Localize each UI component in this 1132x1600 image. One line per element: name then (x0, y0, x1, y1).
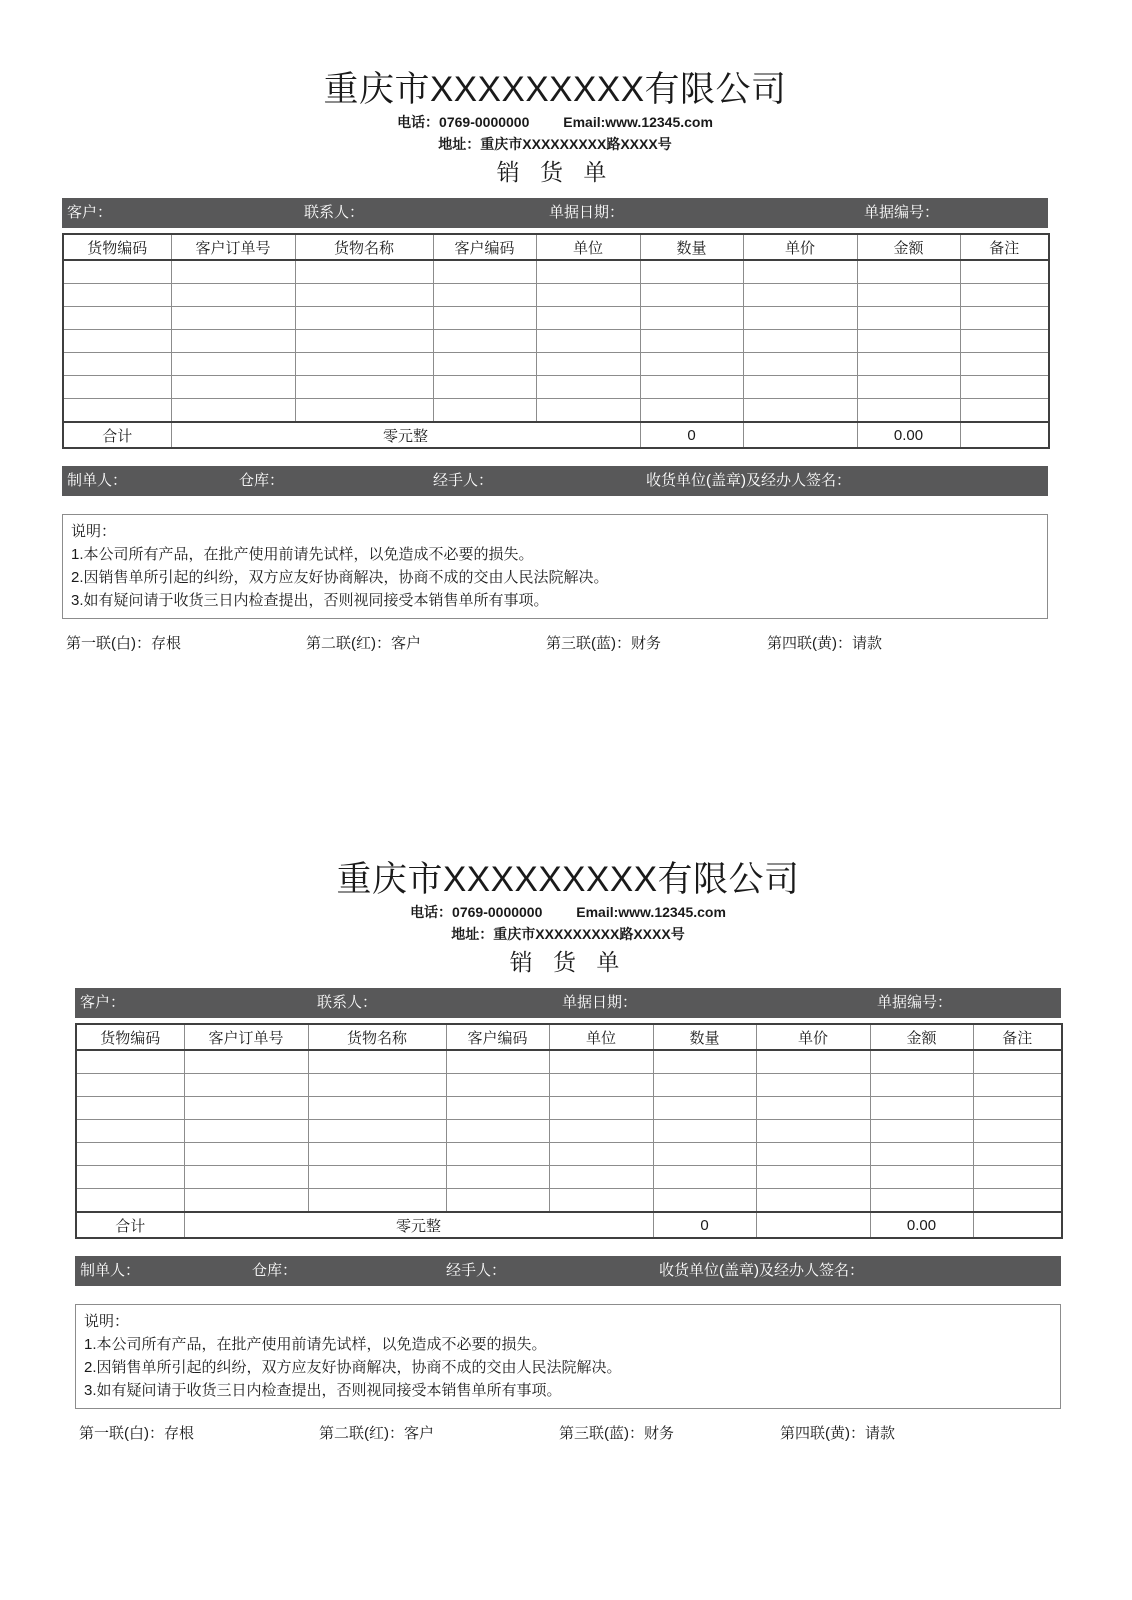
col-header-remark: 备注 (973, 1024, 1062, 1050)
contact-line (62, 113, 1048, 131)
table-empty-cell (640, 330, 743, 353)
table-empty-cell (308, 1050, 446, 1074)
table-empty-cell (653, 1166, 756, 1189)
table-empty-cell (295, 376, 433, 399)
table-empty-cell (973, 1166, 1062, 1189)
handler-label: 经手人： (446, 1262, 507, 1279)
notes-line-2: 2.因销售单所引起的纠纷，双方应友好协商解决，协商不成的交由人民法院解决。 (84, 1359, 622, 1376)
table-empty-cell (653, 1143, 756, 1166)
table-empty-cell (536, 284, 640, 307)
table-empty-cell (63, 307, 171, 330)
goods-table (62, 233, 1050, 449)
table-empty-cell (76, 1189, 184, 1213)
table-header-row (63, 234, 1049, 260)
copy-red-customer: 第二联(红)：客户 (306, 635, 421, 652)
table-empty-cell (536, 330, 640, 353)
table-empty-cell (433, 307, 536, 330)
goods-table (75, 1023, 1063, 1239)
table-empty-cell (653, 1120, 756, 1143)
notes-title: 说明： (84, 1313, 130, 1330)
table-empty-cell (63, 330, 171, 353)
copy-white-stub: 第一联(白)：存根 (79, 1425, 194, 1442)
sales-order-form-copy-2 (75, 860, 1061, 1444)
table-empty-cell (549, 1074, 653, 1097)
company-email: Email:www.12345.com (576, 904, 726, 920)
table-empty-cell (743, 353, 857, 376)
table-empty-cell (184, 1097, 308, 1120)
table-empty-cell (857, 330, 960, 353)
signature-bar (62, 466, 1048, 496)
company-address: 地址：重庆市XXXXXXXXX路XXXX号 (451, 926, 685, 942)
copies-legend (75, 1424, 1061, 1444)
table-empty-cell (960, 307, 1049, 330)
table-empty-cell (960, 260, 1049, 284)
total-in-words-cell: 零元整 (184, 1212, 653, 1238)
table-empty-cell (653, 1074, 756, 1097)
col-header-goods-code: 货物编码 (76, 1024, 184, 1050)
table-empty-row (76, 1143, 1062, 1166)
table-empty-row (76, 1189, 1062, 1213)
table-empty-row (63, 307, 1049, 330)
col-header-customer-code: 客户编码 (433, 234, 536, 260)
table-empty-cell (76, 1120, 184, 1143)
table-empty-cell (295, 307, 433, 330)
customer-label: 客户： (80, 994, 126, 1011)
receiver-signature-label: 收货单位(盖章)及经办人签名： (659, 1262, 864, 1279)
company-phone: 电话：0769-0000000 (397, 114, 530, 130)
table-empty-cell (973, 1189, 1062, 1213)
table-empty-cell (536, 307, 640, 330)
company-address: 地址：重庆市XXXXXXXXX路XXXX号 (438, 136, 672, 152)
table-empty-cell (446, 1074, 549, 1097)
table-empty-cell (870, 1143, 973, 1166)
table-empty-cell (549, 1189, 653, 1213)
table-empty-cell (63, 399, 171, 423)
copy-red-customer: 第二联(红)：客户 (319, 1425, 434, 1442)
order-date-label: 单据日期： (562, 994, 638, 1011)
table-empty-cell (536, 353, 640, 376)
col-header-customer-code: 客户编码 (446, 1024, 549, 1050)
table-empty-cell (171, 260, 295, 284)
order-date-label: 单据日期： (549, 204, 625, 221)
table-empty-cell (446, 1189, 549, 1213)
document-title: 销 货 单 (509, 949, 627, 975)
table-empty-cell (76, 1074, 184, 1097)
table-empty-cell (857, 399, 960, 423)
table-empty-cell (743, 260, 857, 284)
notes-box (62, 514, 1048, 619)
notes-box (75, 1304, 1061, 1409)
table-empty-cell (446, 1050, 549, 1074)
notes-title: 说明： (71, 523, 117, 540)
table-empty-cell (743, 307, 857, 330)
table-empty-cell (63, 353, 171, 376)
total-quantity-cell: 0 (640, 422, 743, 448)
copy-blue-finance: 第三联(蓝)：财务 (546, 635, 661, 652)
table-empty-cell (857, 284, 960, 307)
col-header-customer-order-no: 客户订单号 (184, 1024, 308, 1050)
table-empty-cell (756, 1189, 870, 1213)
total-unit-price-cell (743, 422, 857, 448)
order-maker-label: 制单人： (67, 472, 128, 489)
table-empty-cell (63, 284, 171, 307)
contact-line (75, 903, 1061, 921)
table-empty-cell (756, 1120, 870, 1143)
total-remark-cell (973, 1212, 1062, 1238)
table-empty-row (63, 260, 1049, 284)
order-number-label: 单据编号： (864, 204, 940, 221)
table-empty-cell (870, 1074, 973, 1097)
company-phone: 电话：0769-0000000 (410, 904, 543, 920)
table-empty-cell (63, 376, 171, 399)
table-empty-row (76, 1166, 1062, 1189)
table-empty-cell (295, 353, 433, 376)
col-header-quantity: 数量 (640, 234, 743, 260)
table-empty-cell (184, 1074, 308, 1097)
order-number-label: 单据编号： (877, 994, 953, 1011)
table-empty-row (63, 353, 1049, 376)
table-empty-cell (743, 376, 857, 399)
table-empty-cell (184, 1143, 308, 1166)
signature-bar (75, 1256, 1061, 1286)
table-empty-cell (295, 399, 433, 423)
table-empty-cell (857, 307, 960, 330)
order-info-bar (75, 988, 1061, 1018)
table-empty-cell (536, 376, 640, 399)
total-label-cell: 合计 (76, 1212, 184, 1238)
table-empty-cell (640, 353, 743, 376)
table-empty-cell (973, 1097, 1062, 1120)
table-empty-cell (171, 307, 295, 330)
table-empty-cell (446, 1097, 549, 1120)
table-empty-cell (960, 284, 1049, 307)
table-empty-cell (536, 399, 640, 423)
total-label-cell: 合计 (63, 422, 171, 448)
table-empty-cell (184, 1166, 308, 1189)
table-empty-cell (171, 330, 295, 353)
table-empty-cell (640, 376, 743, 399)
table-empty-cell (756, 1143, 870, 1166)
table-empty-row (76, 1050, 1062, 1074)
table-empty-row (76, 1120, 1062, 1143)
copy-yellow-billing: 第四联(黄)：请款 (767, 635, 882, 652)
table-empty-cell (756, 1097, 870, 1120)
table-empty-cell (960, 330, 1049, 353)
copy-blue-finance: 第三联(蓝)：财务 (559, 1425, 674, 1442)
sales-order-form-copy-1 (62, 70, 1048, 654)
table-empty-cell (973, 1143, 1062, 1166)
table-empty-cell (308, 1120, 446, 1143)
table-empty-cell (433, 353, 536, 376)
col-header-goods-name: 货物名称 (295, 234, 433, 260)
total-unit-price-cell (756, 1212, 870, 1238)
table-empty-cell (857, 260, 960, 284)
total-amount-cell: 0.00 (857, 422, 960, 448)
table-empty-cell (308, 1166, 446, 1189)
table-empty-cell (756, 1166, 870, 1189)
table-empty-cell (973, 1050, 1062, 1074)
table-empty-cell (549, 1143, 653, 1166)
table-empty-cell (308, 1074, 446, 1097)
table-empty-cell (870, 1097, 973, 1120)
copy-white-stub: 第一联(白)：存根 (66, 635, 181, 652)
warehouse-label: 仓库： (252, 1262, 298, 1279)
table-empty-row (63, 399, 1049, 423)
table-empty-cell (870, 1189, 973, 1213)
col-header-remark: 备注 (960, 234, 1049, 260)
table-empty-cell (184, 1120, 308, 1143)
table-empty-cell (308, 1189, 446, 1213)
col-header-goods-code: 货物编码 (63, 234, 171, 260)
table-empty-row (76, 1097, 1062, 1120)
table-empty-cell (653, 1050, 756, 1074)
table-empty-cell (960, 399, 1049, 423)
notes-line-1: 1.本公司所有产品，在批产使用前请先试样，以免造成不必要的损失。 (71, 546, 534, 563)
table-empty-cell (171, 399, 295, 423)
company-name: 重庆市XXXXXXXXX有限公司 (323, 70, 787, 109)
table-empty-cell (549, 1166, 653, 1189)
table-empty-cell (76, 1050, 184, 1074)
document-title: 销 货 单 (496, 159, 614, 185)
table-empty-cell (857, 353, 960, 376)
table-empty-cell (973, 1120, 1062, 1143)
table-empty-cell (536, 260, 640, 284)
table-empty-cell (870, 1120, 973, 1143)
table-empty-cell (433, 260, 536, 284)
table-header-row (76, 1024, 1062, 1050)
table-empty-cell (308, 1143, 446, 1166)
table-empty-cell (960, 376, 1049, 399)
table-empty-cell (171, 376, 295, 399)
notes-line-1: 1.本公司所有产品，在批产使用前请先试样，以免造成不必要的损失。 (84, 1336, 547, 1353)
contact-person-label: 联系人： (304, 204, 365, 221)
table-empty-cell (549, 1050, 653, 1074)
table-empty-cell (184, 1050, 308, 1074)
table-empty-cell (640, 284, 743, 307)
table-empty-cell (870, 1050, 973, 1074)
col-header-unit: 单位 (536, 234, 640, 260)
table-empty-cell (308, 1097, 446, 1120)
table-empty-cell (549, 1120, 653, 1143)
table-empty-cell (63, 260, 171, 284)
notes-line-2: 2.因销售单所引起的纠纷，双方应友好协商解决，协商不成的交由人民法院解决。 (71, 569, 609, 586)
copies-legend (62, 634, 1048, 654)
copy-yellow-billing: 第四联(黄)：请款 (780, 1425, 895, 1442)
table-empty-row (76, 1074, 1062, 1097)
table-empty-cell (960, 353, 1049, 376)
table-empty-cell (433, 399, 536, 423)
table-empty-cell (653, 1097, 756, 1120)
order-info-bar (62, 198, 1048, 228)
col-header-unit-price: 单价 (756, 1024, 870, 1050)
company-email: Email:www.12345.com (563, 114, 713, 130)
table-total-row (76, 1212, 1062, 1238)
col-header-unit: 单位 (549, 1024, 653, 1050)
table-empty-cell (743, 284, 857, 307)
col-header-amount: 金额 (870, 1024, 973, 1050)
handler-label: 经手人： (433, 472, 494, 489)
total-in-words-cell: 零元整 (171, 422, 640, 448)
total-amount-cell: 0.00 (870, 1212, 973, 1238)
contact-person-label: 联系人： (317, 994, 378, 1011)
table-empty-cell (76, 1143, 184, 1166)
table-empty-cell (756, 1074, 870, 1097)
table-empty-cell (640, 260, 743, 284)
table-empty-cell (640, 307, 743, 330)
total-quantity-cell: 0 (653, 1212, 756, 1238)
table-empty-row (63, 376, 1049, 399)
col-header-customer-order-no: 客户订单号 (171, 234, 295, 260)
total-remark-cell (960, 422, 1049, 448)
table-empty-cell (857, 376, 960, 399)
table-empty-cell (433, 284, 536, 307)
table-empty-cell (433, 376, 536, 399)
table-empty-cell (756, 1050, 870, 1074)
col-header-unit-price: 单价 (743, 234, 857, 260)
customer-label: 客户： (67, 204, 113, 221)
table-empty-cell (446, 1120, 549, 1143)
notes-line-3: 3.如有疑问请于收货三日内检查提出，否则视同接受本销售单所有事项。 (71, 592, 549, 609)
table-empty-cell (433, 330, 536, 353)
warehouse-label: 仓库： (239, 472, 285, 489)
table-empty-cell (295, 284, 433, 307)
receiver-signature-label: 收货单位(盖章)及经办人签名： (646, 472, 851, 489)
table-empty-cell (76, 1097, 184, 1120)
table-empty-cell (640, 399, 743, 423)
table-empty-cell (184, 1189, 308, 1213)
table-total-row (63, 422, 1049, 448)
table-empty-cell (743, 330, 857, 353)
col-header-amount: 金额 (857, 234, 960, 260)
table-empty-cell (743, 399, 857, 423)
table-empty-cell (171, 353, 295, 376)
table-empty-cell (549, 1097, 653, 1120)
table-empty-cell (76, 1166, 184, 1189)
table-empty-cell (295, 330, 433, 353)
table-empty-row (63, 284, 1049, 307)
order-maker-label: 制单人： (80, 1262, 141, 1279)
company-name: 重庆市XXXXXXXXX有限公司 (336, 860, 800, 899)
table-empty-cell (870, 1166, 973, 1189)
table-empty-cell (446, 1143, 549, 1166)
col-header-goods-name: 货物名称 (308, 1024, 446, 1050)
table-empty-cell (653, 1189, 756, 1213)
col-header-quantity: 数量 (653, 1024, 756, 1050)
table-empty-cell (295, 260, 433, 284)
table-empty-cell (973, 1074, 1062, 1097)
table-empty-cell (446, 1166, 549, 1189)
notes-line-3: 3.如有疑问请于收货三日内检查提出，否则视同接受本销售单所有事项。 (84, 1382, 562, 1399)
table-empty-cell (171, 284, 295, 307)
table-empty-row (63, 330, 1049, 353)
